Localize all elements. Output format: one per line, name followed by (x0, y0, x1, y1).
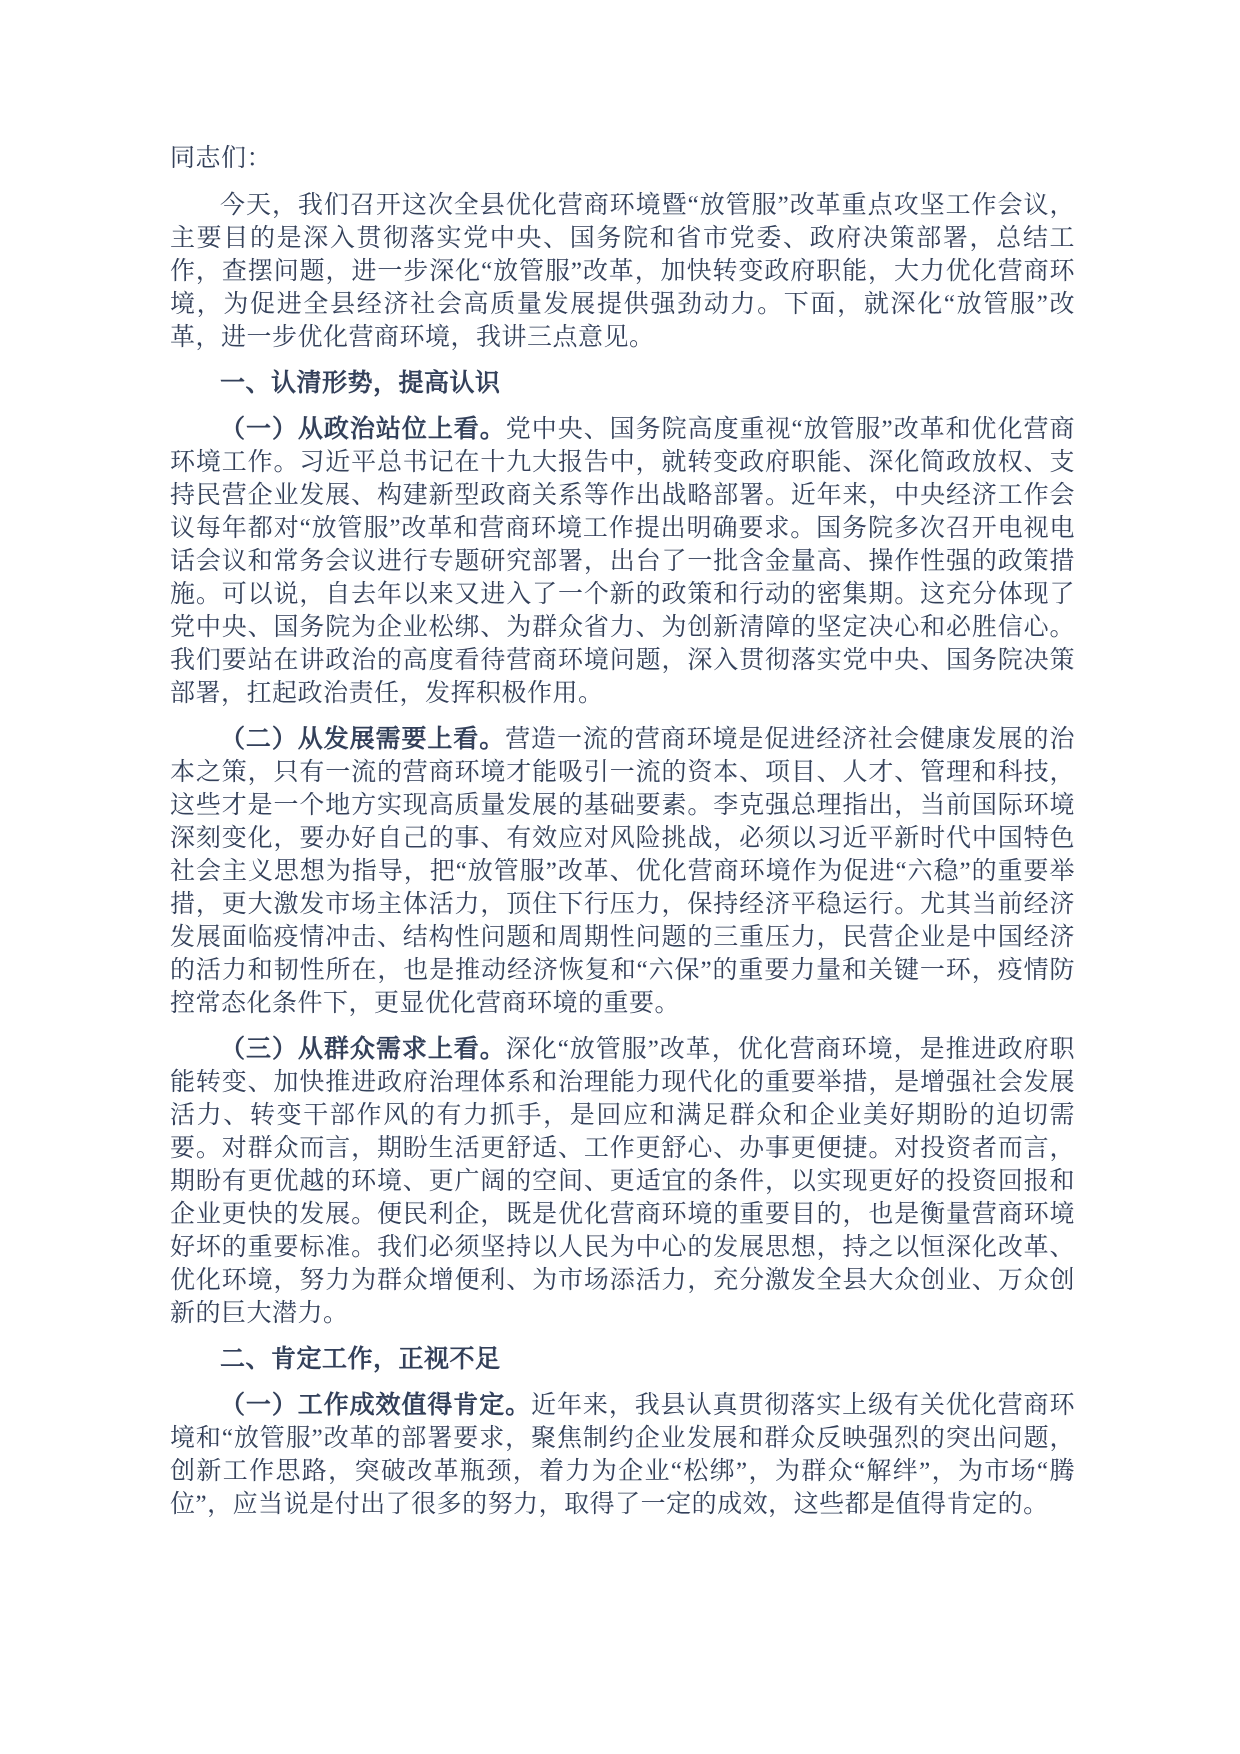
section-1-paragraph-1-body: 党中央、国务院高度重视“放管服”改革和优化营商环境工作。习近平总书记在十九大报告中，就转变政府职能、深化简政放权、支持民营企业发展、构建新型政商关系等作出战略部署。近年来，中央经济工作会议每年都对“放管服”改革和营商环境工作提出明确要求。国务院多次召开电视电话会议和常务会议进行专题研究部署，出台了一批含金量高、操作性强的政策措施。可以说，自去年以来又进入了一个新的政策和行动的密集期。这充分体现了党中央、国务院为企业松绑、为群众省力、为创新清障的坚定决心和必胜信心。我们要站在讲政治的高度看待营商环境问题，深入贯彻落实党中央、国务院决策部署，扛起政治责任，发挥积极作用。 (170, 416, 1075, 707)
section-2-paragraph-1 (170, 1389, 1075, 1521)
section-2-paragraph-1-body: 近年来，我县认真贯彻落实上级有关优化营商环境和“放管服”改革的部署要求，聚焦制约企业发展和群众反映强烈的突出问题，创新工作思路，突破改革瓶颈，着力为企业“松绑”，为群众“解绊”，为市场“腾位”，应当说是付出了很多的努力，取得了一定的成效，这些都是值得肯定的。 (170, 1392, 1075, 1518)
section-2-heading: 二、肯定工作，正视不足 (220, 1346, 501, 1373)
intro-paragraph: 今天，我们召开这次全县优化营商环境暨“放管服”改革重点攻坚工作会议，主要目的是深入贯彻落实党中央、国务院和省市党委、政府决策部署，总结工作，查摆问题，进一步深化“放管服”改革，加快转变政府职能，大力优化营商环境，为促进全县经济社会高质量发展提供强劲动力。下面，就深化“放管服”改革，进一步优化营商环境，我讲三点意见。 (170, 192, 1075, 351)
section-1-paragraph-3 (170, 1033, 1075, 1330)
salutation: 同志们： (170, 145, 273, 172)
section-1-heading: 一、认清形势，提高认识 (220, 370, 501, 397)
section-1-paragraph-3-lead: （三）从群众需求上看。 (220, 1036, 506, 1063)
section-1-paragraph-2-lead: （二）从发展需要上看。 (220, 726, 506, 753)
section-1-paragraph-1-lead: （一）从政治站位上看。 (220, 416, 506, 443)
section-2-paragraph-1-lead: （一）工作成效值得肯定。 (220, 1392, 532, 1419)
section-1-paragraph-3-body: 深化“放管服”改革，优化营商环境，是推进政府职能转变、加快推进政府治理体系和治理能力现代化的重要举措，是增强社会发展活力、转变干部作风的有力抓手，是回应和满足群众和企业美好期盼的迫切需要。对群众而言，期盼生活更舒适、工作更舒心、办事更便捷。对投资者而言，期盼有更优越的环境、更广阔的空间、更适宜的条件，以实现更好的投资回报和企业更快的发展。便民利企，既是优化营商环境的重要目的，也是衡量营商环境好坏的重要标准。我们必须坚持以人民为中心的发展思想，持之以恒深化改革、优化环境，努力为群众增便利、为市场添活力，充分激发全县大众创业、万众创新的巨大潜力。 (170, 1036, 1075, 1327)
section-1-paragraph-2 (170, 723, 1075, 1020)
section-1-paragraph-1 (170, 413, 1075, 710)
document-body (170, 142, 1075, 1521)
section-1-paragraph-2-body: 营造一流的营商环境是促进经济社会健康发展的治本之策，只有一流的营商环境才能吸引一流的资本、项目、人才、管理和科技，这些才是一个地方实现高质量发展的基础要素。李克强总理指出，当前国际环境深刻变化，要办好自己的事、有效应对风险挑战，必须以习近平新时代中国特色社会主义思想为指导，把“放管服”改革、优化营商环境作为促进“六稳”的重要举措，更大激发市场主体活力，顶住下行压力，保持经济平稳运行。尤其当前经济发展面临疫情冲击、结构性问题和周期性问题的三重压力，民营企业是中国经济的活力和韧性所在，也是推动经济恢复和“六保”的重要力量和关键一环，疫情防控常态化条件下，更显优化营商环境的重要。 (170, 726, 1075, 1017)
